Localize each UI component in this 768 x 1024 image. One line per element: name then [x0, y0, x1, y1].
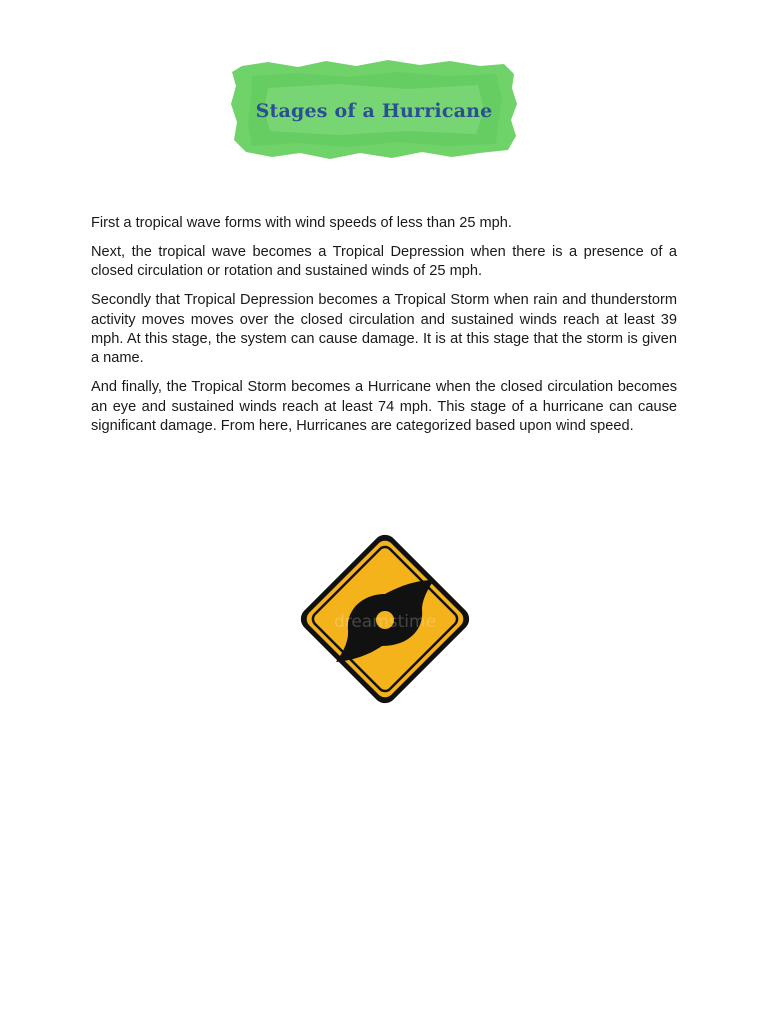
body-text [91, 214, 677, 446]
hurricane-warning-sign [278, 510, 492, 730]
watermark-text: dreamstime [333, 612, 437, 632]
title-banner [228, 58, 520, 162]
paragraph-3: Secondly that Tropical Depression becomes a Tropical Storm when rain and thunderstorm activity moves moves over the closed circulation and sustained winds reach at least 39 mph. At this stage, the system can cause damage. It is at this stage that the storm is given a name. [91, 292, 677, 367]
paragraph-4: And finally, the Tropical Storm becomes a Hurricane when the closed circulation becomes an eye and sustained winds reach at least 74 mph. This stage of a hurricane can cause significant damage. From here, Hurricanes are categorized based upon wind speed. [91, 379, 677, 435]
paragraph-2: Next, the tropical wave becomes a Tropical Depression when there is a presence of a closed circulation or rotation and sustained winds of 25 mph. [91, 243, 677, 280]
page-title: Stages of a Hurricane [255, 100, 493, 122]
paragraph-1: First a tropical wave forms with wind speeds of less than 25 mph. [91, 215, 512, 231]
